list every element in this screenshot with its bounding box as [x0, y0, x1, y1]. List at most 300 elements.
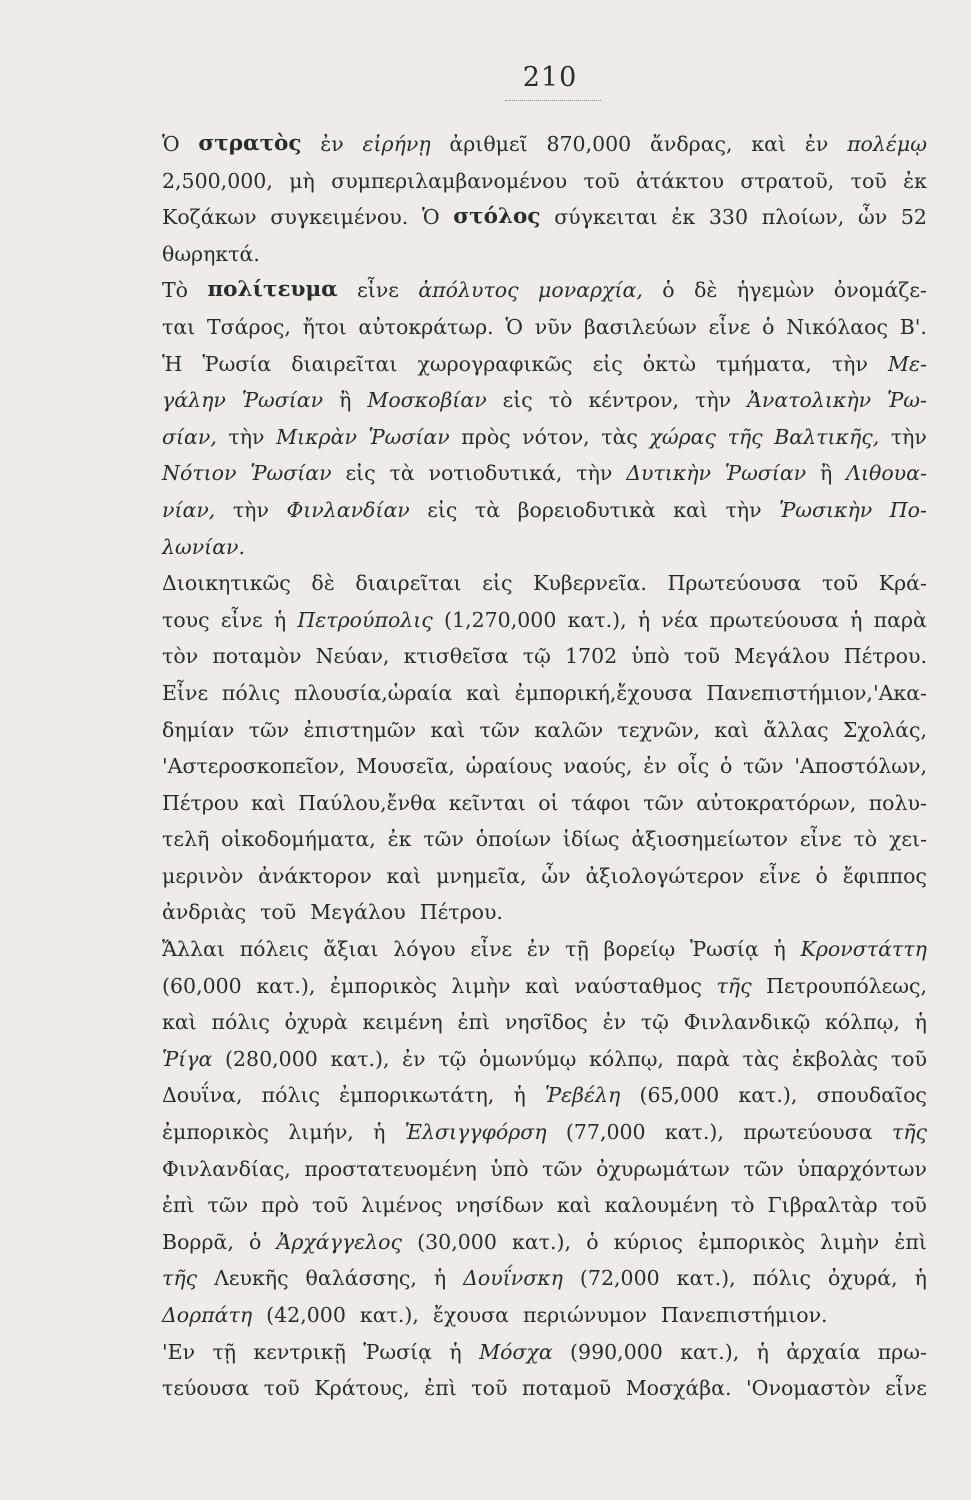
text-line	[162, 1114, 927, 1151]
word: ὁ	[720, 754, 733, 779]
word: δὲ	[311, 571, 335, 596]
word: παρὰ	[676, 1046, 730, 1071]
word: Φινλανδίαν	[286, 497, 410, 522]
word: σίαν,	[162, 424, 217, 449]
word: δὲ	[694, 278, 718, 303]
word: κατ.),	[738, 1083, 798, 1108]
word: (1,270,000	[444, 607, 557, 632]
word: τὴν	[232, 497, 269, 522]
word: κατ.),	[664, 1120, 724, 1145]
text-line	[162, 455, 927, 492]
word: Κοζάκων	[162, 205, 257, 230]
word: βασιλεύων	[583, 314, 697, 339]
word: καὶ	[251, 790, 286, 815]
word: καὶ	[466, 680, 501, 705]
word: Πέτρου	[162, 790, 239, 815]
word: τὰς	[601, 424, 638, 449]
word: ἐμπορικωτάτη,	[339, 1083, 495, 1108]
word: μὴ	[289, 168, 315, 193]
word: ποταμοῦ	[522, 1376, 612, 1401]
word: εἰς	[592, 351, 623, 376]
word: 330	[708, 205, 748, 230]
word: νότον,	[522, 424, 590, 449]
word: Κράτους,	[314, 1376, 410, 1401]
word: Νεύαν,	[315, 644, 390, 669]
word: βορειοδυτικὰ	[517, 497, 656, 522]
word: τῶν	[479, 717, 521, 742]
word: ἐπὶ	[424, 1376, 457, 1401]
word: τὰ	[474, 497, 501, 522]
word: Ῥωσίαν	[368, 424, 450, 449]
text-line	[162, 309, 927, 346]
text-line	[162, 1334, 927, 1371]
word: χώρας	[649, 424, 716, 449]
word: κόλπῳ,	[825, 1010, 900, 1035]
word: κατ.),	[680, 1339, 740, 1364]
word: ἰδίως	[562, 827, 620, 852]
word: ὁποίων	[475, 827, 552, 852]
word: Μεγάλου	[734, 644, 830, 669]
word: τῆς	[891, 1120, 927, 1145]
word: στόλος	[453, 204, 541, 230]
word: σύγκειται	[554, 205, 658, 230]
text-line	[162, 675, 927, 712]
text-line	[162, 419, 927, 456]
word: τῶν	[743, 754, 784, 779]
word: ἐν	[602, 1010, 627, 1035]
word: καὶ	[751, 132, 787, 156]
word: πόλις	[221, 680, 281, 705]
word: ὀχυρά,	[827, 1266, 898, 1291]
word: τοῦ	[312, 1193, 349, 1218]
word: τὴν	[576, 461, 613, 486]
word: κατ.),	[567, 607, 627, 632]
word: Πανεπιστήμιον.	[660, 1303, 828, 1327]
word: κόλπῳ,	[589, 1046, 664, 1071]
word: κατ.),	[330, 1046, 390, 1071]
text-line	[162, 931, 927, 968]
word: ἢ	[820, 461, 833, 486]
text-line	[162, 712, 927, 749]
word: τάφοι	[570, 790, 631, 815]
word: κέντρον,	[588, 388, 680, 413]
word: Πέτρου.	[843, 644, 927, 669]
word: τελῆ	[162, 827, 210, 852]
word: Τσάρος,	[206, 314, 291, 339]
word: λωνίαν.	[162, 534, 246, 559]
word: 52	[900, 205, 927, 230]
page-number: 210	[522, 62, 578, 93]
word: οἷς	[677, 754, 710, 779]
word: πόλεις	[239, 937, 309, 962]
word: τὰς	[742, 1046, 780, 1071]
word: ἢ	[339, 388, 352, 413]
word: πλουσία,ὡραία	[294, 680, 453, 705]
word: ἐμπορική,ἔχουσα	[514, 680, 693, 705]
text-line	[162, 1077, 927, 1114]
word: ἄλλας	[763, 717, 829, 742]
word: ὧν	[857, 205, 888, 230]
word: ἄνδρας,	[650, 132, 733, 156]
word: ἀτάκτου	[635, 168, 724, 193]
word: στρατὸς	[198, 131, 302, 156]
word: ὀχυρὰ	[284, 1010, 348, 1035]
text-line	[162, 748, 927, 785]
word: πρωτεύουσα	[743, 1120, 873, 1145]
word: Ἀρχάγγελος	[276, 1229, 402, 1254]
word: Κυβερνεῖα.	[533, 571, 647, 596]
word: μοναρχία,	[538, 278, 643, 303]
word: ἐμπορικὸς	[329, 973, 437, 998]
word: χει-	[888, 827, 927, 852]
text-line	[162, 382, 927, 419]
word: πρωτεύουσα	[709, 607, 839, 632]
word: Πανεπιστήμιον,'Ακα-	[706, 680, 927, 705]
word: κεῖνται	[448, 790, 526, 815]
word: περιώνυμον	[522, 1303, 647, 1327]
word: ὀχυρωμάτων	[596, 1156, 730, 1181]
word: Δουΐνσκη	[463, 1266, 563, 1291]
word: ἀπόλυτος	[418, 278, 519, 303]
word: (30,000	[417, 1229, 497, 1254]
word: Πετρουπόλεως,	[766, 973, 927, 998]
word: εἶνε	[220, 607, 263, 632]
word: τοῦ	[263, 1376, 300, 1401]
word: τῶν	[248, 717, 290, 742]
word: ἐπιστημῶν	[303, 717, 417, 742]
word: τῶν	[207, 1193, 249, 1218]
word: Πετρούπολις	[297, 607, 433, 632]
word: ἐκ	[903, 168, 927, 193]
word: εἰς	[502, 388, 533, 413]
word: τῶν	[743, 1156, 784, 1181]
word: ἐκβολὰς	[791, 1046, 879, 1071]
word: τοῦ	[821, 571, 859, 596]
word: ἐπὶ	[162, 1193, 195, 1218]
word: 2,500,000,	[162, 168, 273, 193]
word: πόλις	[261, 1083, 320, 1108]
word: Τὸ	[162, 278, 189, 303]
word: ποταμὸν	[212, 644, 302, 669]
word: ται	[162, 314, 196, 339]
word: εἶνε	[470, 937, 513, 962]
word: Β'.	[899, 314, 927, 339]
word: Λευκῆς	[214, 1266, 289, 1291]
word: Ἄλλαι	[162, 937, 225, 962]
word: κατ.),	[359, 1303, 419, 1327]
word: τοῦ	[890, 1193, 927, 1218]
word: τοῦ	[583, 168, 620, 193]
word: τὰ	[389, 461, 415, 486]
word: ἡ	[637, 607, 651, 632]
word: Πέτρου.	[419, 900, 503, 925]
word: πρὸς	[461, 424, 511, 449]
word: ὁ	[762, 314, 775, 339]
word: Βορρᾶ,	[162, 1229, 234, 1254]
word: Λιθουα-	[846, 461, 927, 486]
text-line	[162, 602, 927, 639]
word: Ῥωσίαν	[241, 388, 324, 413]
word: ἐκ	[671, 205, 696, 230]
word: Κρονστάττη	[800, 937, 927, 962]
word: Με-	[887, 351, 927, 376]
word: νοτιοδυτικά,	[428, 461, 563, 486]
word: λιμένος	[361, 1193, 443, 1218]
word: (60,000	[162, 973, 242, 998]
word: τῆς	[162, 1266, 198, 1291]
word: ἐμπορικὸς	[162, 1120, 269, 1145]
word: πόλις	[211, 1010, 270, 1035]
word: προστατευομένη	[304, 1156, 477, 1181]
word: πολέμῳ	[847, 132, 927, 156]
word: Νικόλαος	[786, 314, 888, 339]
word: Ἡ	[162, 351, 183, 376]
word: βορείῳ	[603, 937, 676, 962]
word: Διοικητικῶς	[162, 571, 291, 596]
word: ἀρχαία	[786, 1339, 861, 1364]
word: Μουσεῖα,	[356, 754, 455, 779]
word: Δορπάτη	[162, 1303, 253, 1327]
word: ὁ	[249, 1229, 262, 1254]
word: θωρηκτά.	[162, 241, 260, 266]
text-line	[162, 1187, 927, 1224]
word: τοῦ	[260, 900, 297, 925]
word: ἡγεμὼν	[736, 278, 815, 303]
word: ἐν	[402, 1046, 426, 1071]
word: ὁ	[586, 1229, 599, 1254]
word: ὀνομάζε-	[833, 278, 927, 303]
word: νίαν,	[162, 497, 216, 522]
word: τῶν	[643, 790, 684, 815]
word: ὑπὸ	[631, 644, 670, 669]
word: ἀριθμεῖ	[449, 132, 528, 156]
word: τῷ	[640, 1010, 669, 1035]
word: ἤτοι	[302, 314, 347, 339]
word: (280,000	[225, 1046, 318, 1071]
word: νέα	[661, 607, 699, 632]
word: τεύουσα	[162, 1376, 250, 1401]
word: Μικρὰν	[276, 424, 357, 449]
word: λόγου	[393, 937, 456, 962]
word: νῦν	[534, 314, 573, 339]
word: Νότιον	[162, 461, 237, 486]
word: 'Αποστόλων,	[794, 754, 927, 779]
header-rule	[505, 100, 601, 101]
word: ἡ	[914, 1010, 927, 1035]
word: εἶνε	[708, 314, 751, 339]
text-line	[162, 894, 927, 931]
word: τὴν	[831, 351, 868, 376]
word: τμήματα,	[715, 351, 812, 376]
word: (72,000	[579, 1266, 660, 1291]
word: Ἀνατολικὴν	[747, 388, 872, 413]
word: κατ.),	[512, 1229, 572, 1254]
word: κατ.),	[676, 1266, 736, 1291]
word: πολυ-	[868, 790, 927, 815]
word: τὴν	[890, 424, 927, 449]
word: διαιρεῖται	[291, 351, 398, 376]
word: γάλην	[162, 388, 226, 413]
word: Ῥωσίᾳ	[689, 937, 759, 962]
word: καὶ	[525, 973, 560, 998]
word: πόλις	[752, 1266, 811, 1291]
word: 1702	[565, 644, 618, 669]
word: εἰρήνῃ	[362, 132, 431, 156]
word: νησίδων	[455, 1193, 544, 1218]
word: ἀξιοσημείωτον	[631, 827, 789, 852]
word: ἡ	[433, 1266, 447, 1291]
word: τῇ	[565, 937, 589, 962]
word: οἱ	[538, 790, 559, 815]
word: 'Αστεροσκοπεῖον,	[162, 754, 346, 779]
text-line	[162, 1260, 927, 1297]
word: τῷ	[522, 644, 551, 669]
text-line	[162, 1041, 927, 1078]
word: Ῥω-	[887, 388, 927, 413]
word: τῶν	[542, 1156, 583, 1181]
word: ἀξιολογώτερον	[585, 863, 745, 888]
text-line	[162, 1370, 927, 1407]
word: Πρωτεύουσα	[667, 571, 802, 596]
word: πρω-	[877, 1339, 927, 1364]
word: ἐπὶ	[894, 1229, 927, 1254]
word: εἰς	[482, 571, 513, 596]
word: ἡ	[850, 607, 863, 632]
word: ἔφιππος	[842, 863, 927, 888]
word: εἶνε	[885, 1376, 927, 1401]
word: τοῦ	[850, 168, 887, 193]
word: Εἶνε	[162, 680, 209, 705]
word: ἐν	[320, 132, 344, 156]
word: Δυτικὴν	[626, 461, 712, 486]
word: κεντρικῇ	[253, 1339, 346, 1364]
word: πολίτευμα	[207, 277, 338, 303]
word: τῆς	[727, 424, 763, 449]
word: τὸ	[548, 388, 573, 413]
word: Ῥωσία	[202, 351, 272, 376]
word: ἡ	[773, 937, 786, 962]
word: ὑπαρχόντων	[797, 1156, 927, 1181]
word: 'Ονομαστὸν	[746, 1376, 871, 1401]
word: κτισθεῖσα	[403, 644, 509, 669]
word: πλοίων,	[761, 205, 845, 230]
text-line	[162, 236, 927, 273]
text-line	[162, 638, 927, 675]
word: ἡ	[449, 1339, 462, 1364]
word: μερινὸν	[162, 863, 244, 888]
word: δημίαν	[162, 717, 235, 742]
word: οἰκοδομήματα,	[221, 827, 376, 852]
word: Ὁ	[505, 314, 524, 339]
word: κύριος	[613, 1229, 683, 1254]
word: χωρογραφικῶς	[417, 351, 573, 376]
word: ὑπὸ	[490, 1156, 529, 1181]
word: 870,000	[546, 132, 632, 156]
word: λιμὴν	[820, 1229, 880, 1254]
word: καὶ	[556, 1193, 592, 1218]
word: τῇ	[212, 1339, 237, 1364]
text-line	[162, 1151, 927, 1188]
text-line	[162, 565, 927, 602]
word: ἐν	[804, 132, 829, 156]
word: Ῥωσίαν	[724, 461, 807, 486]
word: θαλάσσης,	[305, 1266, 417, 1291]
word: Ῥεβέλη	[544, 1083, 621, 1108]
word: τῆς	[716, 973, 752, 998]
word: λιμήν,	[288, 1120, 354, 1145]
word: (990,000	[570, 1339, 663, 1364]
word: ἡ	[273, 607, 287, 632]
word: τῷ	[438, 1046, 467, 1071]
word: αὐτοκράτωρ.	[358, 314, 494, 339]
word: ἐν	[526, 937, 551, 962]
word: Ὁ	[162, 132, 180, 156]
text-line	[162, 529, 927, 566]
word: ὁμωνύμῳ	[479, 1046, 577, 1071]
word: καλουμένη	[604, 1193, 718, 1218]
word: Μεγάλου	[310, 900, 406, 925]
word: συγκειμένου.	[270, 205, 409, 230]
word: (65,000	[639, 1083, 720, 1108]
word: νησῖδος	[504, 1010, 588, 1035]
word: Ῥωσικὴν	[779, 497, 873, 522]
word: εἶνε	[357, 278, 399, 303]
word: ἡ	[914, 1266, 927, 1291]
text-line	[162, 1004, 927, 1041]
word: 'Εν	[162, 1339, 196, 1364]
word: καλῶν	[534, 717, 604, 742]
word: τοῦ	[471, 1376, 508, 1401]
text-line	[162, 1224, 927, 1261]
word: ἐκ	[387, 827, 412, 852]
word: Γιβραλτὰρ	[767, 1193, 878, 1218]
word: τοῦ	[683, 644, 720, 669]
text-line	[162, 346, 927, 383]
word: καὶ	[162, 1010, 197, 1035]
text-line	[162, 858, 927, 895]
word: τὸν	[162, 644, 199, 669]
word: ὁ	[662, 278, 675, 303]
word: ἐμπορικὸς	[698, 1229, 805, 1254]
word: εἶνε	[799, 827, 842, 852]
word: ἐπὶ	[457, 1010, 491, 1035]
word: Ἑλσιγγφόρση	[404, 1120, 547, 1145]
word: τὸ	[853, 827, 878, 852]
word: Ῥωσίᾳ	[363, 1339, 433, 1364]
word: Μόσχα	[479, 1339, 553, 1364]
word: λιμὴν	[451, 973, 511, 998]
word: τὸ	[730, 1193, 755, 1218]
word: ἡ	[756, 1339, 769, 1364]
word: παρὰ	[873, 607, 927, 632]
word: ναύσταθμος	[574, 973, 702, 998]
word: (42,000	[266, 1303, 346, 1327]
word: Φινλανδίας,	[162, 1156, 291, 1181]
word: σπουδαῖος	[816, 1083, 927, 1108]
text-line	[162, 199, 927, 236]
word: ἡ	[373, 1120, 386, 1145]
word: Ὁ	[421, 205, 440, 230]
word: ἔχουσα	[432, 1303, 509, 1327]
word: αὐτοκρατόρων,	[696, 790, 857, 815]
word: ὁ	[815, 863, 828, 888]
text-line	[162, 785, 927, 822]
word: Δουΐνα,	[162, 1083, 243, 1108]
text-line	[162, 968, 927, 1005]
word: τους	[162, 607, 210, 632]
word: διαιρεῖται	[355, 571, 462, 596]
word: στρατοῦ,	[740, 168, 835, 193]
